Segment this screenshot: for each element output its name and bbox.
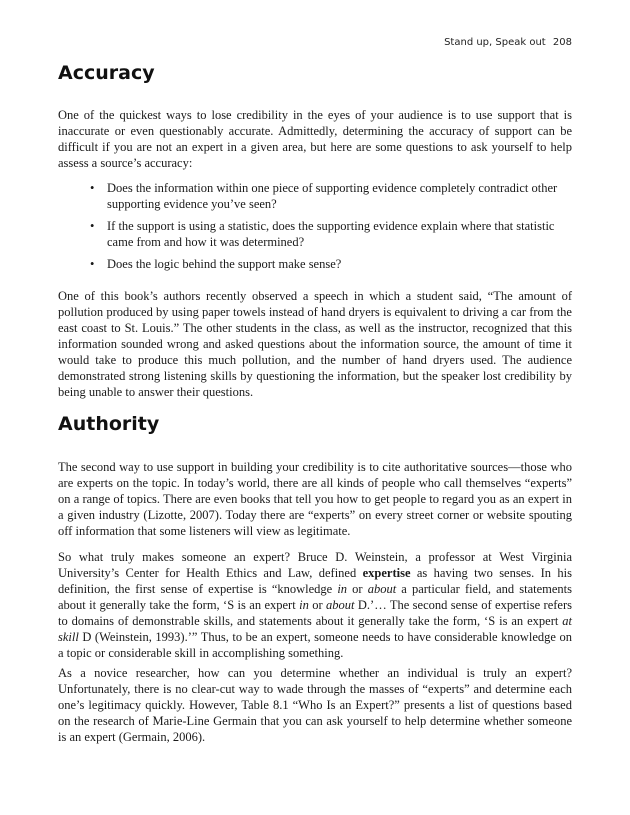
section-heading-authority: Authority [58, 413, 160, 435]
italic-term: about [326, 598, 355, 612]
list-item: • Does the logic behind the support make sense? [90, 256, 572, 272]
list-item: • Does the information within one piece of supporting evidence completely contradict other supporting evidence you’ve seen? [90, 180, 572, 212]
text-run: D.’… The second sense of expertise refers to domains of demonstrable skills, and statements about it generally take the form, ‘S is an expert [58, 598, 572, 628]
text-run: So what truly makes someone an expert? Bruce D. Weinstein, a professor at West Virginia University’s Center for Health Ethics and Law, defined [58, 550, 572, 580]
italic-term: in [337, 582, 348, 596]
text-run: as having two senses. In his definition, the first sense of expertise is “knowledge [58, 566, 573, 596]
accuracy-example-paragraph: One of this book’s authors recently observed a speech in which a student said, “The amount of pollution produced by using paper towels instead of hand dryers is equivalent to driving a car from the east coast to St. Louis.” The other students in the class, as well as the instructor, recognized that this information sounded wrong and asked questions about the information source, the amount of time it would take to produce this much pollution, and the number of hand dryers used. The audience demonstrated strong listening skills by questioning the information, but the speaker lost credibility by being unable to answer their questions. [58, 289, 572, 399]
authority-paragraph-3: As a novice researcher, how can you determine whether an individual is truly an expert? Unfortunately, there is no clear-cut way to wade through the masses of “experts” and determine each one’s legitimacy quickly. However, Table 8.1 “Who Is an Expert?” presents a list of questions based on the research of Marie-Line Germain that you can ask yourself to help determine whether someone is an expert (Germain, 2006). [58, 666, 572, 744]
text-run: D (Weinstein, 1993).’” Thus, to be an expert, someone needs to have considerable knowledge on a topic or considerable skill in accomplishing something. [58, 630, 572, 660]
italic-term: in [299, 598, 309, 612]
authority-paragraph-1: The second way to use support in building your credibility is to cite authoritative sources—those who are experts on the topic. In today’s world, there are all kinds of people who call themselves “experts” on a range of topics. There are even books that tell you how to get people to regard you as an expert in a given industry (Lizotte, 2007). Today there are “experts” on every street corner or website spouting off information that some listeners will view as legitimate. [58, 460, 572, 538]
accuracy-question-list [90, 180, 572, 278]
list-item: • If the support is using a statistic, does the supporting evidence explain where that statistic came from and how it was determined? [90, 218, 572, 250]
italic-term: about [367, 582, 397, 596]
page-number: 208 [552, 37, 572, 48]
accuracy-intro-paragraph: One of the quickest ways to lose credibility in the eyes of your audience is to use support that is inaccurate or even questionably accurate. Admittedly, determining the accuracy of support can be difficult if you are not an expert in a given area, but here are some questions to ask yourself to help assess a source’s accuracy: [58, 108, 572, 170]
section-heading-accuracy: Accuracy [58, 62, 155, 84]
text-run: or [308, 598, 327, 612]
text-run: or [347, 582, 368, 596]
text-run: a particular field, and statements about it generally take the form, ‘S is an expert [58, 582, 572, 612]
running-title: Stand up, Speak out [444, 37, 546, 48]
italic-term: at skill [58, 614, 572, 644]
defined-term-expertise: expertise [362, 566, 411, 580]
running-header [444, 37, 572, 48]
authority-paragraph-2 [58, 549, 572, 661]
